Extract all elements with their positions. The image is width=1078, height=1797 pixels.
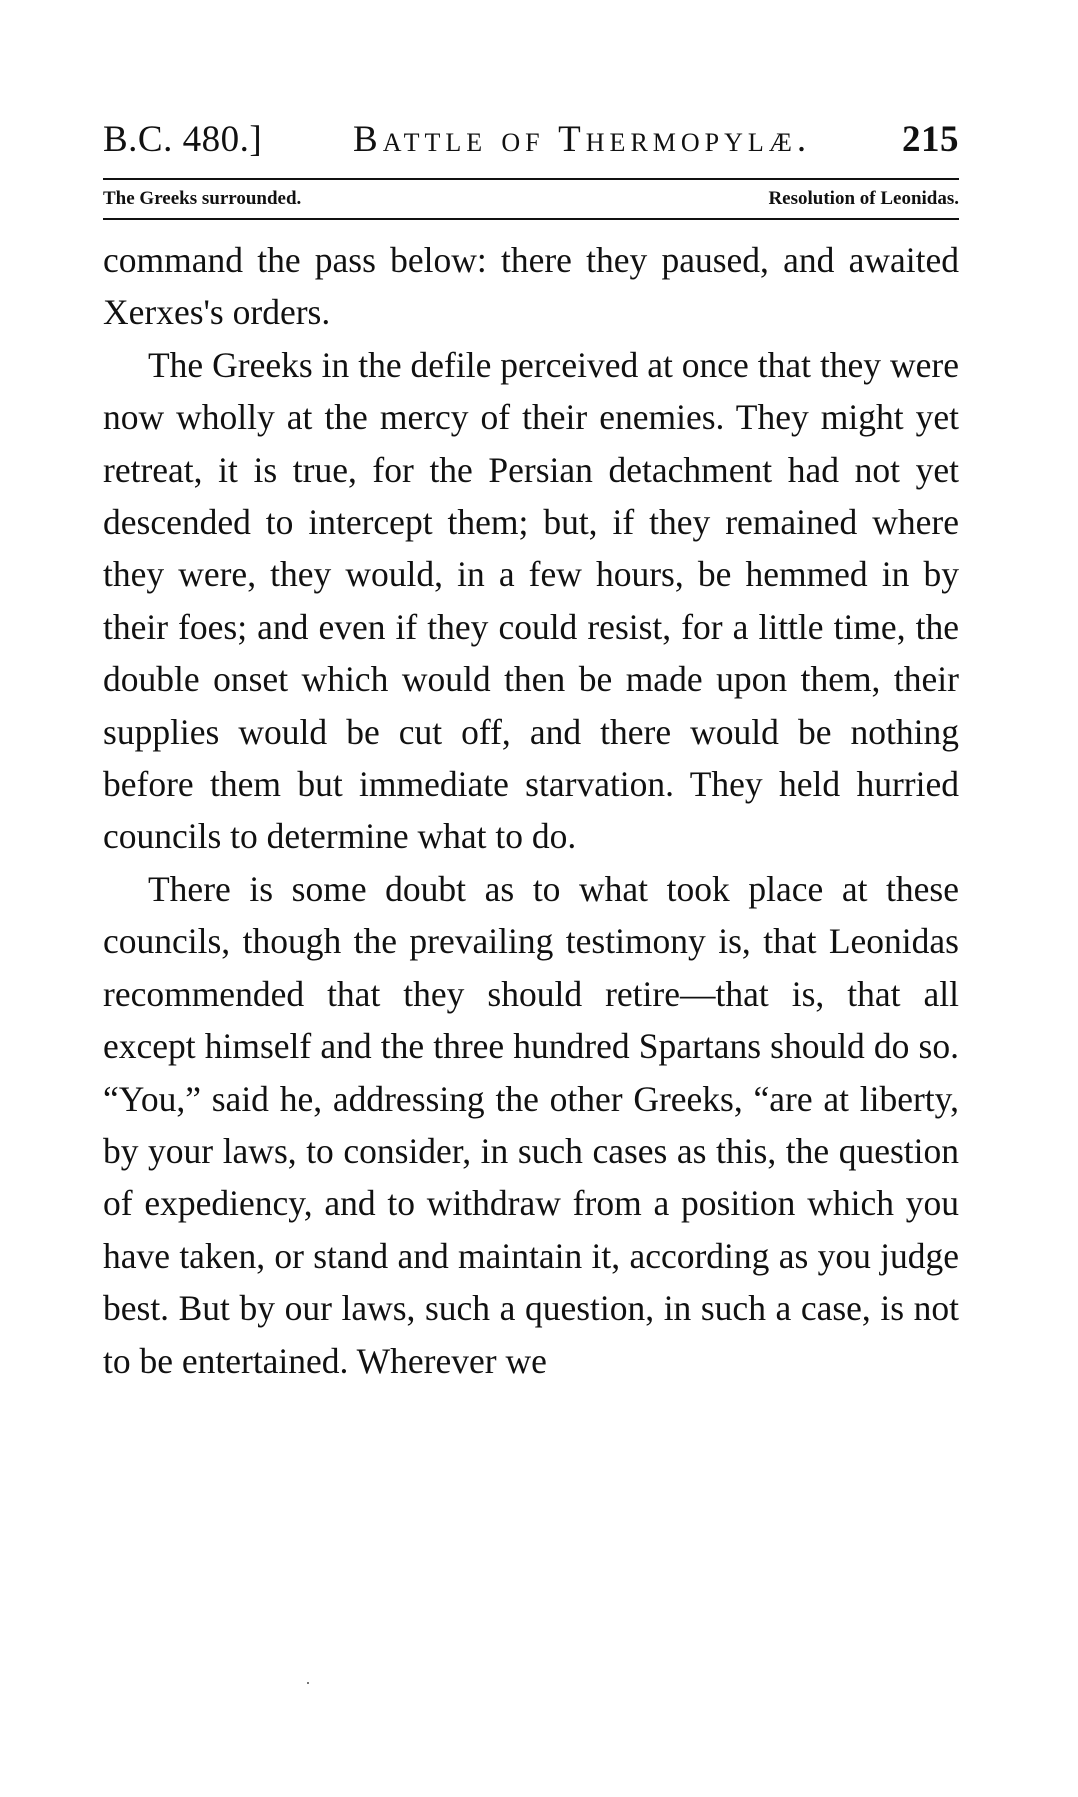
paragraph: There is some doubt as to what took place at these councils, though the prevailing testimony is, that Leonidas recommended that they should retire—that is, that all except himself and the three hundred Spartans should do so. “You,” said he, addressing the other Greeks, “are at liberty, by your laws, to consider, in such cases as this, the question of expediency, and to withdraw from a position which you have taken, or stand and maintain it, according as you judge best. But by our laws, such a question, in such a case, is not to be entertained. Wherever we xyxy=(103,868,959,1381)
sidenote-left: The Greeks surrounded. xyxy=(103,188,302,209)
body-text xyxy=(103,234,959,1387)
header-date: B.C. 480.] xyxy=(103,119,263,160)
running-head xyxy=(103,118,959,176)
page-number: 215 xyxy=(902,119,959,160)
print-speck xyxy=(307,1682,309,1684)
header-title: Battle of Thermopylæ. xyxy=(353,119,812,160)
paragraph: command the pass below: there they paused, and awaited Xerxes's orders. xyxy=(103,240,959,333)
paragraph: The Greeks in the defile perceived at once that they were now wholly at the mercy of their enemies. They might yet retreat, it is true, for the Persian detachment had not yet descended to intercept them; but, if they remained where they were, they would, in a few hours, be hemmed in by their foes; and even if they could resist, for a little time, the double onset which would then be made upon them, their supplies would be cut off, and there would be nothing before them but immediate starvation. They held hurried councils to determine what to do. xyxy=(103,344,959,857)
sidenote-right: Resolution of Leonidas. xyxy=(768,188,959,209)
sidenote-bar xyxy=(103,180,959,218)
header-rule-bottom xyxy=(103,218,959,220)
book-page xyxy=(103,118,959,1387)
